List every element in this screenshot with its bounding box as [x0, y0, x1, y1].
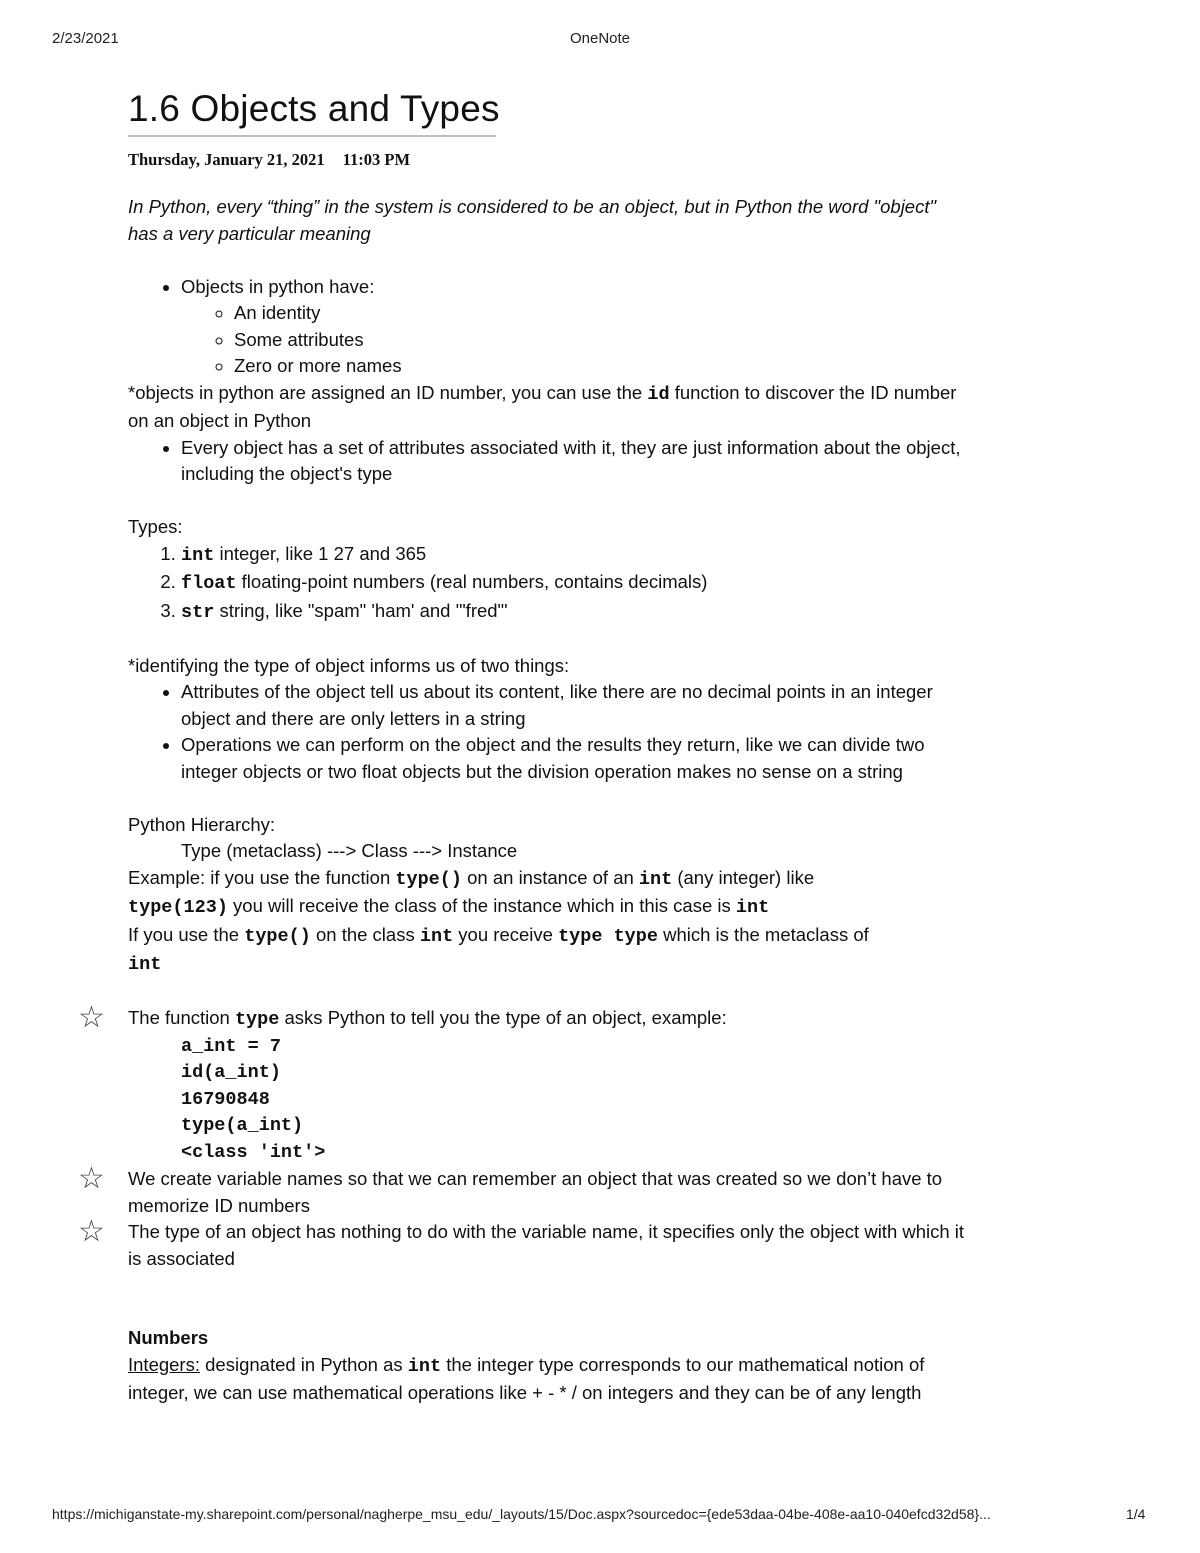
list-item: 1. int integer, like 1 27 and 365 [181, 541, 968, 570]
list-item: • Objects in python have: ◦ An identity ◦ Some attributes ◦ Zero or more names [181, 274, 968, 380]
note-date: Thursday, January 21, 2021 [128, 150, 325, 169]
starred-item-object-type: ☆ The type of an object has nothing to do with the variable name, it specifies only the object with which it is associated [78, 1215, 965, 1269]
objects-list [128, 274, 968, 380]
star-tag-icon[interactable]: ☆ [78, 1001, 105, 1034]
attributes-list [128, 435, 968, 488]
code-line: a_int = 7 [181, 1035, 281, 1057]
hierarchy-example: Example: if you use the function type() on an instance of an int (any integer) like [128, 866, 815, 890]
title-underline [128, 135, 496, 137]
source-url: https://michiganstate-my.sharepoint.com/personal/nagherpe_msu_edu/_layouts/15/Doc.aspx?sourcedoc={ede53daa-04be-408e-aa10-040efcd32d58}... [52, 1506, 991, 1522]
list-item: • Attributes of the object tell us about its content, like there are no decimal points in an integer object and there are only letters in a string [181, 679, 968, 732]
hierarchy-example-4: int [128, 954, 162, 975]
objects-sublist [181, 300, 968, 380]
print-date: 2/23/2021 [52, 30, 119, 47]
code-example [128, 1034, 968, 1167]
numbers-heading: Numbers [128, 1327, 209, 1348]
note-time: 11:03 PM [342, 150, 411, 169]
list-item: 3. str string, like "spam" 'ham' and '"fred"' [181, 598, 968, 627]
star-tag-icon[interactable]: ☆ [78, 1162, 105, 1195]
list-item: • Every object has a set of attributes associated with it, they are just information about the object, including the object's type [181, 435, 968, 488]
code-line: <class 'int'> [181, 1141, 326, 1163]
id-note: *objects in python are assigned an ID number, you can use the id function to discover the ID number on an object in Python [128, 381, 957, 431]
types-label: Types: [128, 516, 183, 537]
app-name: OneNote [569, 30, 631, 47]
code-line: id(a_int) [181, 1062, 281, 1083]
intro-paragraph: In Python, every “thing” in the system is considered to be an object, but in Python the word "object" has a very particular meaning [128, 196, 937, 244]
list-item: • Operations we can perform on the object and the results they return, like we can divide two integer objects or two float objects but the division operation makes no sense on a string [181, 732, 968, 785]
list-item: ◦ An identity [234, 300, 968, 327]
list-item: ◦ Some attributes [234, 327, 968, 354]
integers-paragraph: Integers: designated in Python as int the integer type corresponds to our mathematical notion of integer, we can use mathematical operations like + - * / on integers and they can be of any length [128, 1353, 925, 1403]
page-title: 1.6 Objects and Types [128, 88, 500, 129]
hierarchy-label: Python Hierarchy: [128, 813, 276, 835]
hierarchy-example-2: type(123) you will receive the class of the instance which in this case is int [128, 895, 770, 918]
code-line: 16790848 [181, 1088, 270, 1110]
note-timestamp [128, 150, 410, 170]
note-body [78, 194, 968, 1407]
hierarchy-chain: Type (metaclass) ---> Class ---> Instance [181, 840, 518, 861]
list-item: 2. float floating-point numbers (real numbers, contains decimals) [181, 569, 968, 598]
code-line: type(a_int) [181, 1115, 304, 1136]
star-tag-icon[interactable]: ☆ [78, 1215, 105, 1248]
identify-lead: *identifying the type of object informs us of two things: [128, 654, 570, 676]
list-item: ◦ Zero or more names [234, 353, 968, 380]
types-list [128, 541, 968, 627]
starred-item-variable-names: ☆ We create variable names so that we can remember an object that was created so we don’t have to memorize ID numbers [78, 1162, 943, 1216]
page-number: 1/4 [1126, 1506, 1146, 1522]
starred-item-type-function: ☆ The function type asks Python to tell you the type of an object, example: [78, 1001, 727, 1034]
hierarchy-example-3: If you use the type() on the class int you receive type type which is the metaclass of [128, 923, 869, 947]
identify-list [128, 679, 968, 785]
